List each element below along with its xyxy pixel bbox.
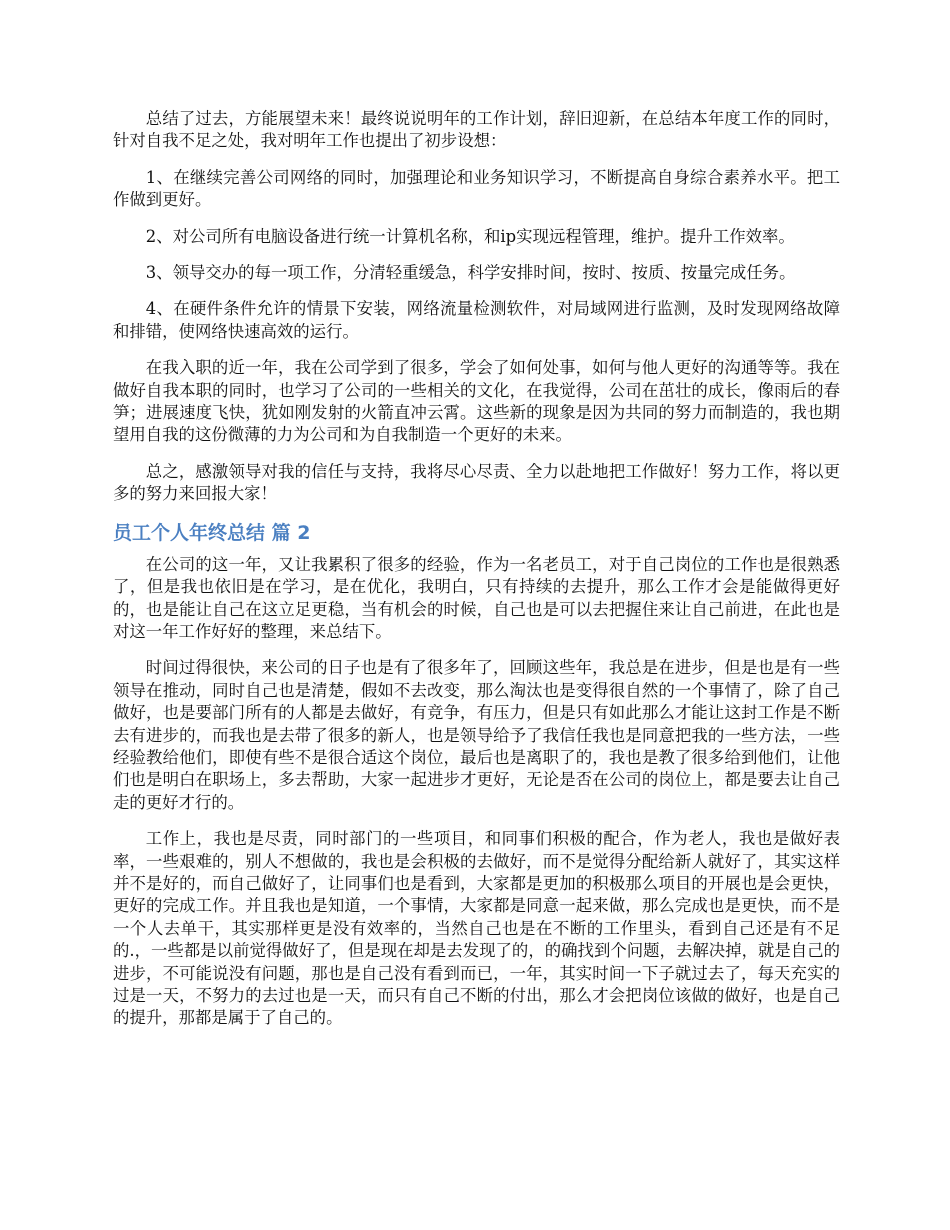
document-page xyxy=(113,108,840,1044)
paragraph-plan-item-1: 1、在继续完善公司网络的同时，加强理论和业务知识学习，不断提高自身综合素养水平。把工作做到更好。 xyxy=(113,167,840,210)
paragraph-conclusion: 总之，感激领导对我的信任与支持，我将尽心尽责、全力以赴地把工作做好！努力工作，将以更多的努力来回报大家！ xyxy=(113,461,840,504)
paragraph-work-attitude: 工作上，我也是尽责，同时部门的一些项目，和同事们积极的配合，作为老人，我也是做好表率，一些艰难的，别人不想做的，我也是会积极的去做好，而不是觉得分配给新人就好了，其实这样并不是好的，而自己做好了，让同事们也是看到，大家都是更加的积极那么项目的开展也是会更快，更好的完成工作。并且我也是知道，一个事情，大家都是同意一起来做，那么完成也是更快，而不是一个人去单干，其实那样更是没有效率的，当然自己也是在不断的工作里头，看到自己还是有不足的.，一些都是以前觉得做好了，但是现在却是去发现了的，的确找到个问题，去解决掉，就是自己的进步，不可能说没有问题，那也是自己没有看到而已，一年，其实时间一下子就过去了，每天充实的过是一天，不努力的去过也是一天，而只有自己不断的付出，那么才会把岗位该做的做好，也是自己的提升，那都是属于了自己的。 xyxy=(113,829,840,1028)
paragraph-progress: 时间过得很快，来公司的日子也是有了很多年了，回顾这些年，我总是在进步，但是也是有一些领导在推动，同时自己也是清楚，假如不去改变，那么淘汰也是变得很自然的一个事情了，除了自己做好，也是要部门所有的人都是去做好，有竞争，有压力，但是只有如此那么才能让这封工作是不断去有进步的，而我也是去带了很多的新人，也是领导给予了我信任我也是同意把我的一些方法，一些经验教给他们，即使有些不是很合适这个岗位，最后也是离职了的，我也是教了很多给到他们，让他们也是明白在职场上，多去帮助，大家一起进步才更好，无论是否在公司的岗位上，都是要去让自己走的更好才行的。 xyxy=(113,658,840,812)
paragraph-plan-item-4: 4、在硬件条件允许的情景下安装，网络流量检测软件，对局域网进行监测，及时发现网络故障和排错，使网络快速高效的运行。 xyxy=(113,299,840,341)
paragraph-reflection: 在我入职的近一年，我在公司学到了很多，学会了如何处事，如何与他人更好的沟通等等。我在做好自我本职的同时，也学习了公司的一些相关的文化，在我觉得，公司在茁壮的成长，像雨后的春笋；进展速度飞快，犹如刚发射的火箭直冲云霄。这些新的现象是因为共同的努力而制造的，我也期望用自我的这份微薄的力为公司和为自我制造一个更好的未来。 xyxy=(113,358,840,445)
section-heading: 员工个人年终总结 篇 2 xyxy=(113,521,311,544)
paragraph-plan-item-3: 3、领导交办的每一项工作，分清轻重缓急，科学安排时间，按时、按质、按量完成任务。 xyxy=(145,263,796,283)
paragraph-plan-intro: 总结了过去，方能展望未来！最终说说明年的工作计划，辞旧迎新，在总结本年度工作的同时，针对自我不足之处，我对明年工作也提出了初步设想： xyxy=(113,109,840,151)
paragraph-year-summary: 在公司的这一年，又让我累积了很多的经验，作为一名老员工，对于自己岗位的工作也是很熟悉了，但是我也依旧是在学习，是在优化，我明白，只有持续的去提升，那么工作才会是能做得更好的，也是能让自己在这立足更稳，当有机会的时候，自己也是可以去把握住来让自己前进，在此也是对这一年工作好好的整理，来总结下。 xyxy=(113,554,840,641)
paragraph-plan-item-2: 2、对公司所有电脑设备进行统一计算机名称，和ip实现远程管理，维护。提升工作效率。 xyxy=(145,226,795,246)
